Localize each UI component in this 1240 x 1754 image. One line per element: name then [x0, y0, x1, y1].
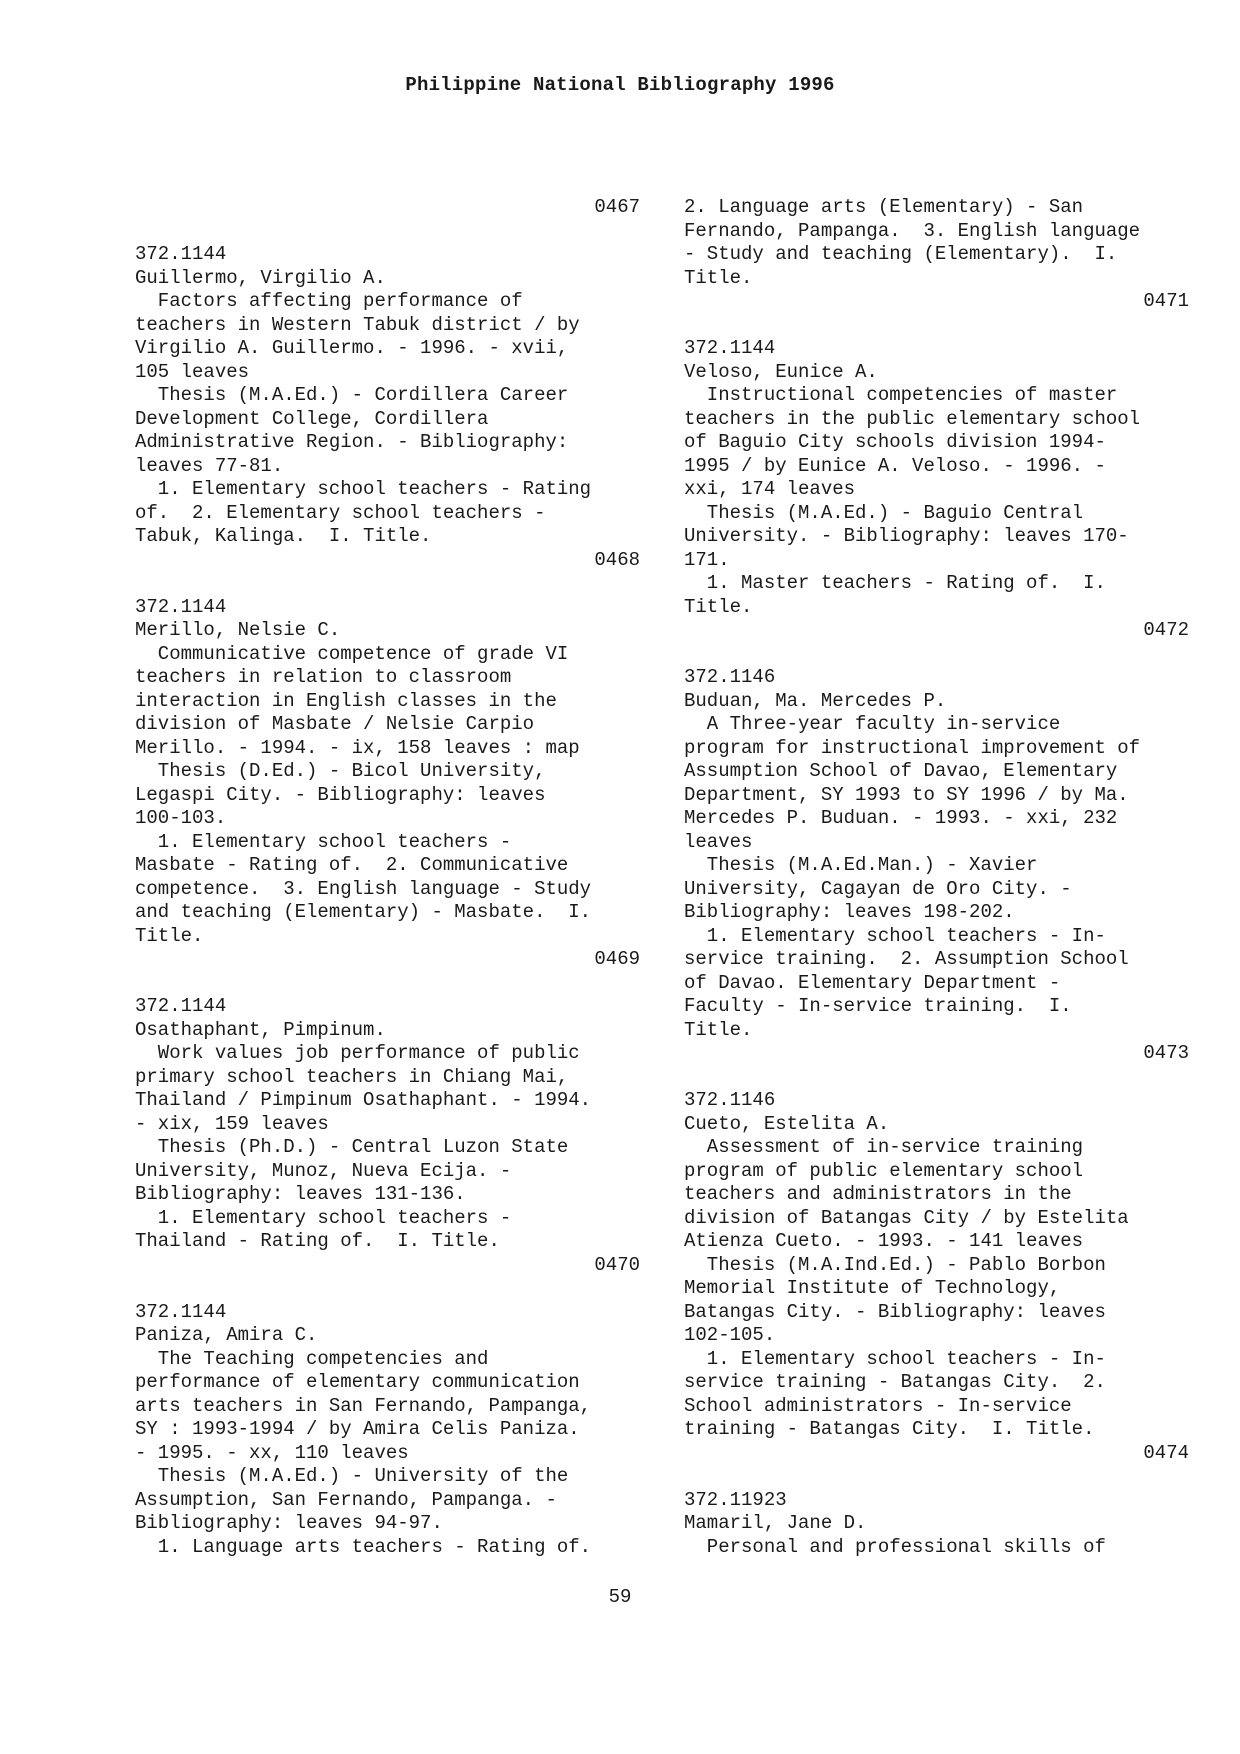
- left-column: [135, 196, 640, 1559]
- text-line: Instructional competencies of master: [684, 384, 1118, 406]
- text-line: 372.1146: [684, 666, 776, 688]
- text-line: [135, 1277, 640, 1301]
- text-line: Mamaril, Jane D.: [684, 1512, 867, 1534]
- text-line: Bibliography: leaves 131-136.: [135, 1183, 466, 1205]
- text-line: Factors affecting performance of: [135, 290, 523, 312]
- text-line: of Baguio City schools division 1994-: [684, 431, 1106, 453]
- text-line: Atienza Cueto. - 1993. - 141 leaves: [684, 1230, 1084, 1252]
- text-line: Department, SY 1993 to SY 1996 / by Ma.: [684, 783, 1129, 806]
- text-line: Thesis (Ph.D.) - Central Luzon State: [135, 1136, 569, 1158]
- text-line: Title.: [135, 924, 204, 947]
- text-line: Veloso, Eunice A.: [684, 360, 878, 383]
- text-line: [684, 314, 1189, 338]
- text-line: Faculty - In-service training. I.: [684, 995, 1072, 1017]
- text-line: 372.1144: [135, 243, 227, 265]
- text-line: 372.1144: [135, 595, 227, 618]
- text-line: Title.: [684, 1018, 753, 1041]
- text-line: Buduan, Ma. Mercedes P.: [684, 689, 947, 712]
- text-line: arts teachers in San Fernando, Pampanga,: [135, 1394, 592, 1417]
- text-line: xxi, 174 leaves: [684, 478, 856, 500]
- text-line: Masbate - Rating of. 2. Communicative: [135, 854, 569, 876]
- text-line: 1. Elementary school teachers -: [135, 1206, 512, 1229]
- text-line: 372.1144: [135, 995, 227, 1017]
- text-line: teachers in the public elementary school: [684, 407, 1141, 430]
- text-line: 1. Elementary school teachers -: [135, 830, 512, 853]
- text-line: 105 leaves: [135, 360, 250, 383]
- text-line: SY : 1993-1994 / by Amira Celis Paniza.: [135, 1418, 580, 1440]
- text-line: 1. Elementary school teachers - Rating: [135, 478, 592, 500]
- text-line: 372.1144: [684, 337, 776, 359]
- text-line: [135, 572, 640, 596]
- text-line: A Three-year faculty in-service: [684, 713, 1061, 735]
- text-line: [684, 1066, 1189, 1090]
- entry-number: 0468: [594, 548, 640, 571]
- text-line: Virgilio A. Guillermo. - 1996. - xvii,: [135, 337, 569, 359]
- entry-number: 0474: [1143, 1441, 1189, 1464]
- text-line: Osathaphant, Pimpinum.: [135, 1018, 386, 1041]
- text-line: 372.11923: [684, 1488, 787, 1511]
- entry-number: 0469: [594, 948, 640, 970]
- text-line: 171.: [684, 548, 730, 571]
- entry-number: 0472: [1143, 619, 1189, 641]
- text-line: School administrators - In-service: [684, 1394, 1072, 1417]
- text-line: Batangas City. - Bibliography: leaves: [684, 1300, 1106, 1323]
- text-line: performance of elementary communication: [135, 1371, 580, 1393]
- text-line: - 1995. - xx, 110 leaves: [135, 1441, 409, 1464]
- text-line: program for instructional improvement of: [684, 736, 1141, 759]
- text-line: Development College, Cordillera: [135, 407, 489, 430]
- text-line: interaction in English classes in the: [135, 689, 557, 712]
- text-line: Communicative competence of grade VI: [135, 642, 569, 665]
- text-line: Thesis (M.A.Ed.) - University of the: [135, 1465, 569, 1487]
- text-line: Guillermo, Virgilio A.: [135, 266, 386, 289]
- text-line: Thesis (M.A.Ed.Man.) - Xavier: [684, 854, 1038, 876]
- text-line: Thesis (M.A.Ind.Ed.) - Pablo Borbon: [684, 1253, 1106, 1276]
- text-line: Assumption, San Fernando, Pampanga. -: [135, 1488, 557, 1511]
- text-line: Thailand / Pimpinum Osathaphant. - 1994.: [135, 1089, 592, 1111]
- text-line: Title.: [684, 266, 753, 289]
- text-line: primary school teachers in Chiang Mai,: [135, 1065, 569, 1088]
- text-line: 2. Language arts (Elementary) - San: [684, 196, 1084, 218]
- text-line: Title.: [684, 595, 753, 618]
- text-line: Thailand - Rating of. I. Title.: [135, 1230, 500, 1252]
- text-line: - xix, 159 leaves: [135, 1112, 329, 1135]
- entry-number: 0467: [594, 196, 640, 218]
- text-line: 372.1146: [684, 1089, 776, 1111]
- text-line: 102-105.: [684, 1324, 776, 1346]
- text-line: [684, 1465, 1189, 1489]
- text-line: Thesis (D.Ed.) - Bicol University,: [135, 760, 546, 782]
- text-line: teachers in Western Tabuk district / by: [135, 313, 580, 336]
- text-line: - Study and teaching (Elementary). I.: [684, 243, 1118, 265]
- text-line: University. - Bibliography: leaves 170-: [684, 525, 1129, 547]
- text-line: Tabuk, Kalinga. I. Title.: [135, 525, 432, 547]
- text-line: teachers and administrators in the: [684, 1183, 1072, 1205]
- text-line: 100-103.: [135, 807, 227, 829]
- text-line: Paniza, Amira C.: [135, 1324, 318, 1346]
- text-line: competence. 3. English language - Study: [135, 877, 592, 900]
- text-line: Fernando, Pampanga. 3. English language: [684, 219, 1141, 242]
- page-header: Philippine National Bibliography 1996: [405, 74, 835, 96]
- text-line: Administrative Region. - Bibliography:: [135, 431, 569, 453]
- entry-number: 0470: [594, 1253, 640, 1276]
- text-line: 1. Master teachers - Rating of. I.: [684, 572, 1106, 594]
- text-line: training - Batangas City. I. Title.: [684, 1418, 1095, 1440]
- text-line: Mercedes P. Buduan. - 1993. - xxi, 232: [684, 807, 1118, 829]
- text-line: Thesis (M.A.Ed.) - Cordillera Career: [135, 384, 569, 406]
- text-line: The Teaching competencies and: [135, 1347, 489, 1370]
- text-line: Assumption School of Davao, Elementary: [684, 760, 1118, 782]
- text-line: service training - Batangas City. 2.: [684, 1371, 1106, 1393]
- entry-number: 0473: [1143, 1042, 1189, 1064]
- text-line: Cueto, Estelita A.: [684, 1112, 890, 1135]
- text-line: Personal and professional skills of: [684, 1535, 1106, 1558]
- text-line: division of Masbate / Nelsie Carpio: [135, 713, 535, 735]
- text-line: Legaspi City. - Bibliography: leaves: [135, 783, 546, 806]
- text-line: 1. Language arts teachers - Rating of.: [135, 1535, 592, 1558]
- text-line: and teaching (Elementary) - Masbate. I.: [135, 901, 592, 923]
- text-line: Merillo. - 1994. - ix, 158 leaves : map: [135, 736, 580, 759]
- text-line: 1. Elementary school teachers - In-: [684, 1347, 1106, 1370]
- right-column: [684, 196, 1189, 1559]
- text-line: Merillo, Nelsie C.: [135, 619, 341, 641]
- text-line: 1. Elementary school teachers - In-: [684, 924, 1106, 947]
- text-line: division of Batangas City / by Estelita: [684, 1206, 1129, 1229]
- text-line: 1995 / by Eunice A. Veloso. - 1996. -: [684, 454, 1106, 477]
- text-line: leaves: [684, 830, 753, 853]
- text-line: [135, 972, 640, 996]
- text-line: teachers in relation to classroom: [135, 666, 512, 688]
- text-line: of Davao. Elementary Department -: [684, 971, 1061, 994]
- text-line: service training. 2. Assumption School: [684, 948, 1129, 970]
- text-line: program of public elementary school: [684, 1159, 1084, 1182]
- text-line: [135, 220, 640, 244]
- text-line: University, Cagayan de Oro City. -: [684, 877, 1072, 900]
- text-line: of. 2. Elementary school teachers -: [135, 501, 546, 524]
- text-line: 372.1144: [135, 1300, 227, 1323]
- text-line: Assessment of in-service training: [684, 1136, 1084, 1158]
- text-line: Thesis (M.A.Ed.) - Baguio Central: [684, 501, 1084, 524]
- text-line: University, Munoz, Nueva Ecija. -: [135, 1159, 512, 1182]
- text-line: Bibliography: leaves 94-97.: [135, 1512, 443, 1534]
- page-number: 59: [608, 1586, 632, 1608]
- text-line: Memorial Institute of Technology,: [684, 1277, 1061, 1299]
- text-line: Bibliography: leaves 198-202.: [684, 901, 1015, 923]
- text-line: Work values job performance of public: [135, 1042, 580, 1064]
- text-line: leaves 77-81.: [135, 454, 284, 477]
- text-line: [684, 643, 1189, 667]
- entry-number: 0471: [1143, 290, 1189, 312]
